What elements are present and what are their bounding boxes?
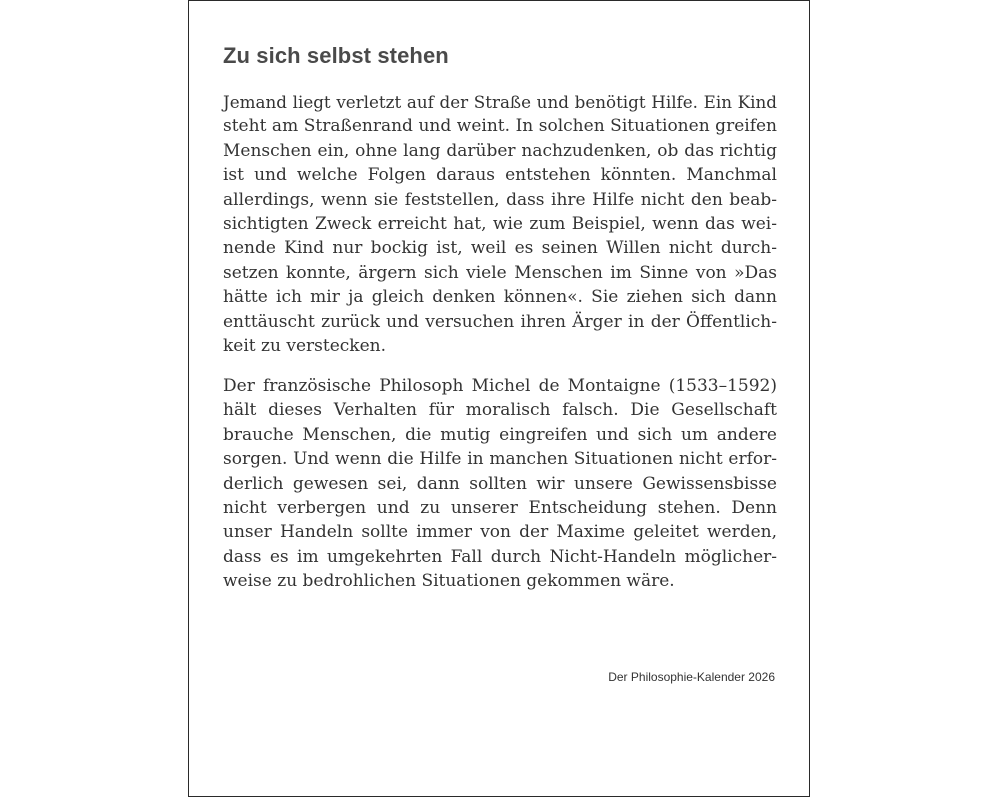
text-line: enttäuscht zurück und versuchen ihren Ärger in der Öffentlich- <box>223 311 777 332</box>
text-line: sichtigten Zweck erreicht hat, wie zum Beispiel, wenn das wei- <box>223 214 777 235</box>
text-line: Der französische Philosoph Michel de Montaigne (1533–1592) <box>223 376 777 396</box>
text-line: nende Kind nur bockig ist, weil es seinen Willen nicht durch- <box>223 238 777 259</box>
text-line: dass es im umgekehrten Fall durch Nicht-Handeln möglicher- <box>223 546 777 567</box>
text-line: brauche Menschen, die mutig eingreifen und sich um andere <box>223 424 777 445</box>
text-line: weise zu bedrohlichen Situationen gekommen wäre. <box>223 571 675 592</box>
text-line: unser Handeln sollte immer von der Maxime geleitet werden, <box>223 522 777 543</box>
text-line: nicht verbergen und zu unserer Entscheidung stehen. Denn <box>223 498 777 519</box>
text-line: steht am Straßenrand und weint. In solchen Situationen greifen <box>223 116 777 137</box>
paragraph-1 <box>223 90 777 358</box>
text-line: hätte ich mir ja gleich denken können«. Sie ziehen sich dann <box>223 287 777 308</box>
text-line: hält dieses Verhalten für moralisch falsch. Die Gesellschaft <box>223 400 777 421</box>
text-line: setzen konnte, ärgern sich viele Menschen im Sinne von »Das <box>223 262 777 283</box>
text-line: Jemand liegt verletzt auf der Straße und benötigt Hilfe. Ein Kind <box>223 92 777 112</box>
text-line: sorgen. Und wenn die Hilfe in manchen Situationen nicht erfor- <box>223 449 777 470</box>
calendar-page <box>188 0 810 797</box>
text-line: allerdings, wenn sie feststellen, dass ihre Hilfe nicht den beab- <box>223 189 777 210</box>
page-title: Zu sich selbst stehen <box>223 43 449 68</box>
text-line: ist und welche Folgen daraus entstehen könnten. Manchmal <box>223 165 777 186</box>
text-line: Menschen ein, ohne lang darüber nachzudenken, ob das richtig <box>223 140 777 161</box>
footer-source: Der Philosophie-Kalender 2026 <box>608 670 775 684</box>
paragraph-2 <box>223 374 777 594</box>
text-line: derlich gewesen sei, dann sollten wir unsere Gewissensbisse <box>223 473 777 494</box>
text-line: keit zu verstecken. <box>223 336 386 357</box>
